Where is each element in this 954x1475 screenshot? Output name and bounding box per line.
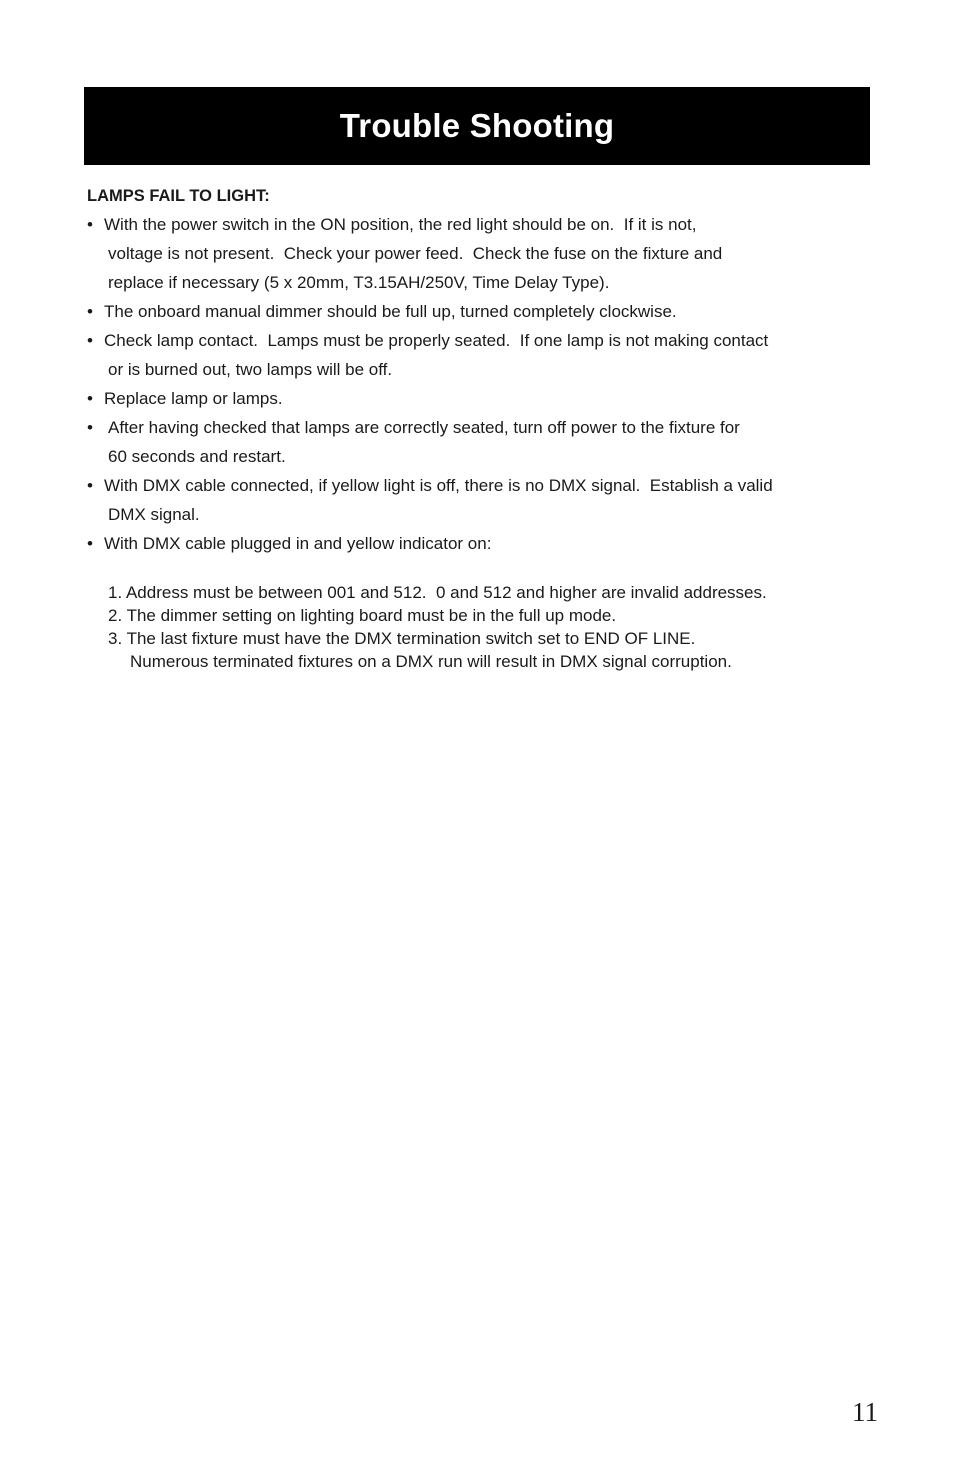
section-heading: LAMPS FAIL TO LIGHT: — [87, 187, 270, 205]
bullet-6-line-1: With DMX cable connected, if yellow light is off, there is no DMX signal. Establish a valid — [104, 476, 773, 495]
bullet-4-line-1: Replace lamp or lamps. — [104, 389, 283, 408]
bullet-glyph: • — [87, 534, 93, 553]
numbered-item-3-line-2: Numerous terminated fixtures on a DMX run will result in DMX signal corruption. — [130, 652, 732, 671]
bullet-glyph: • — [87, 418, 93, 437]
bullet-3-line-2: or is burned out, two lamps will be off. — [108, 360, 393, 379]
bullet-1-line-1: With the power switch in the ON position, the red light should be on. If it is not, — [104, 215, 697, 234]
bullet-1-line-3: replace if necessary (5 x 20mm, T3.15AH/250V, Time Delay Type). — [108, 273, 610, 292]
bullet-6-line-2: DMX signal. — [108, 505, 200, 524]
bullet-7-line-1: With DMX cable plugged in and yellow indicator on: — [104, 534, 492, 553]
numbered-item-3-line-1: 3. The last fixture must have the DMX termination switch set to END OF LINE. — [108, 629, 696, 648]
bullet-5-line-2: 60 seconds and restart. — [108, 447, 286, 466]
bullet-glyph: • — [87, 476, 93, 495]
page-title: Trouble Shooting — [339, 107, 615, 144]
bullet-glyph: • — [87, 215, 93, 234]
bullet-5-line-1: After having checked that lamps are correctly seated, turn off power to the fixture for — [108, 418, 740, 437]
bullet-glyph: • — [87, 331, 93, 350]
bullet-glyph: • — [87, 302, 93, 321]
title-bar — [84, 87, 870, 165]
page-number: 11 — [852, 1397, 878, 1427]
bullet-2-line-1: The onboard manual dimmer should be full up, turned completely clockwise. — [104, 302, 677, 321]
numbered-item-1: 1. Address must be between 001 and 512. 0 and 512 and higher are invalid addresses. — [108, 583, 767, 602]
numbered-item-2: 2. The dimmer setting on lighting board must be in the full up mode. — [108, 606, 617, 625]
bullet-3-line-1: Check lamp contact. Lamps must be properly seated. If one lamp is not making contact — [104, 331, 769, 350]
bullet-glyph: • — [87, 389, 93, 408]
bullet-1-line-2: voltage is not present. Check your power feed. Check the fuse on the fixture and — [108, 244, 723, 263]
